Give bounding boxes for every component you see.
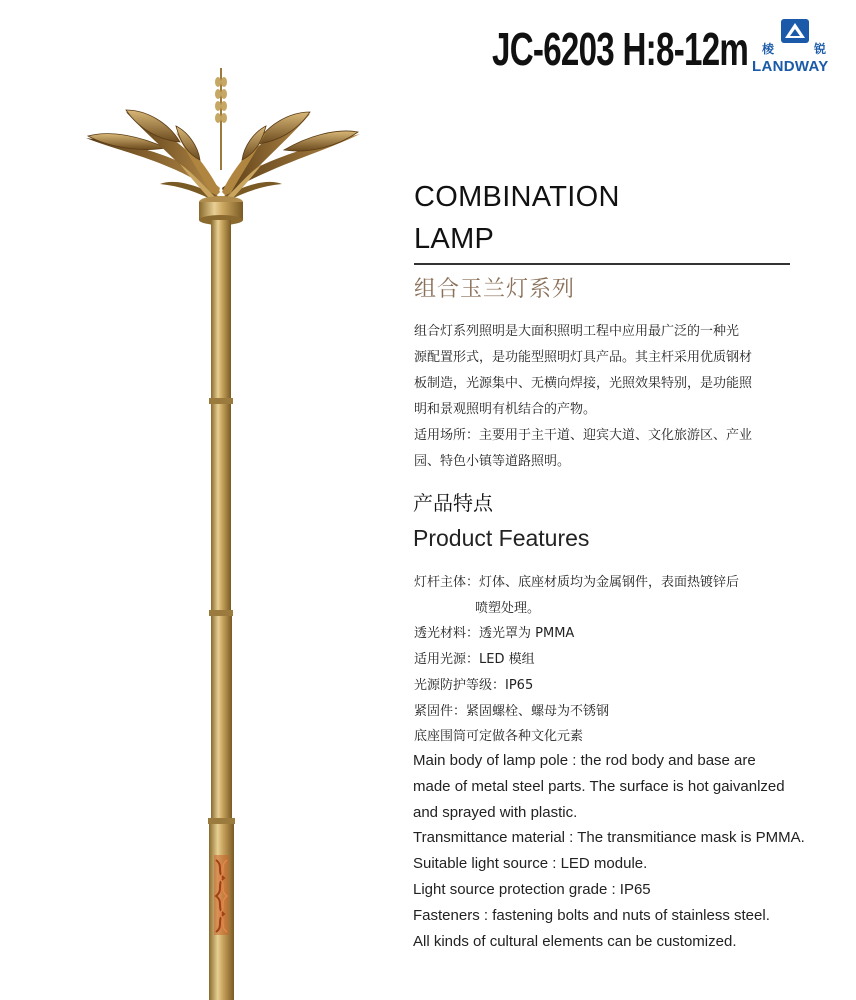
- intro-paragraph: [414, 319, 834, 475]
- intro-line: 适用场所：主要用于主干道、迎宾大道、文化旅游区、产业: [414, 428, 753, 443]
- spec-line: 灯杆主体：灯体、底座材质均为金属钢件，表面热镀锌后: [414, 575, 740, 590]
- intro-line: 明和景观照明有机结合的产物。: [414, 402, 597, 417]
- base-ornament-icon: [214, 855, 229, 935]
- brand-name: LANDWAY: [752, 58, 829, 75]
- landway-logo-icon: [780, 18, 810, 44]
- spec-en-line: All kinds of cultural elements can be customized.: [413, 932, 737, 950]
- spec-continuation: 喷塑处理。: [475, 600, 541, 616]
- spec-en-line: Fasteners : fastening bolts and nuts of stainless steel.: [413, 906, 770, 924]
- spec-line: [414, 596, 844, 622]
- features-heading-cn: 产品特点: [413, 491, 493, 515]
- specs-en-list: [413, 748, 848, 954]
- spec-line: 适用光源：LED 模组: [414, 652, 535, 668]
- lamp-head-leaves-icon: [86, 110, 360, 204]
- brand-logo: [752, 18, 842, 78]
- title-divider: [414, 263, 790, 265]
- intro-line: 板制造，光源集中、无横向焊接，光照效果特别，是功能照: [414, 376, 753, 391]
- product-title-en: [414, 176, 620, 260]
- title-line-1: COMBINATION: [414, 181, 620, 213]
- spec-en-line: Light source protection grade : IP65: [413, 880, 651, 898]
- title-line-2: LAMP: [414, 223, 495, 255]
- spec-line: 紧固件：紧固螺栓、螺母为不锈钢: [414, 703, 610, 719]
- spec-line: 底座围筒可定做各种文化元素: [414, 729, 584, 745]
- spec-line: 透光材料：透光罩为 PMMA: [414, 626, 575, 642]
- spec-en-line: Transmittance material : The transmitiance mask is PMMA.: [413, 829, 805, 847]
- lamp-illustration: [80, 60, 370, 1000]
- intro-line: 组合灯系列照明是大面积照明工程中应用最广泛的一种光: [414, 324, 740, 339]
- intro-line: 源配置形式，是功能型照明灯具产品。其主杆采用优质钢材: [414, 350, 753, 365]
- model-number: JC-6203 H:8-12m: [492, 23, 749, 75]
- lamp-spike-icon: [215, 68, 227, 170]
- specs-cn-list: [414, 570, 844, 750]
- spec-en-line: made of metal steel parts. The surface is hot gaivanlzed: [413, 777, 785, 795]
- spec-en-line: and sprayed with plastic.: [413, 803, 578, 821]
- brand-cn-left: 棱: [762, 42, 775, 56]
- features-heading-en: Product Features: [413, 525, 590, 551]
- spec-en-line: Main body of lamp pole : the rod body and base are: [413, 752, 756, 769]
- spec-en-line: Suitable light source : LED module.: [413, 855, 648, 873]
- brand-cn-right: 锐: [814, 42, 827, 56]
- spec-line: 光源防护等级：IP65: [414, 677, 534, 693]
- intro-line: 园、特色小镇等道路照明。: [414, 454, 571, 469]
- product-title-cn: 组合玉兰灯系列: [414, 277, 576, 302]
